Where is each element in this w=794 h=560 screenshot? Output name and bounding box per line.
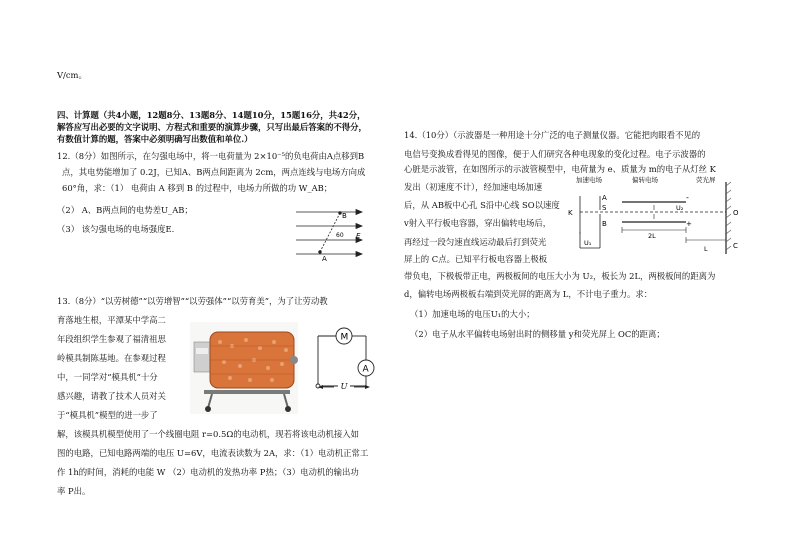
label-u1: U₁ [584,239,592,247]
label-accel-field: 加速电场 [576,176,602,184]
label-o: O [733,209,739,217]
q12-line-1: 12.（8分）如图所示，在匀强电场中，将一电荷量为 2×10⁻⁵的负电荷由A点移到B [57,151,365,161]
label-screen: 荧光屏 [696,176,716,184]
q13-line-4: 岭模具制陈基地。在参观过程 [57,353,166,363]
label-deflection-field: 偏转电场 [632,176,658,184]
q14-line-2: 电信号变换成看得见的图像，便于人们研究各种电现象的变化过程。电子示波器的 [404,149,706,159]
label-l: L [704,245,708,253]
q13-line-11: 率 P出。 [57,486,91,496]
q14-line-12: （2）电子从水平偏转电场射出时的侧移量 y和荧光屏上 OC的距离； [410,329,665,339]
label-plus: + [686,220,692,228]
point-b [339,212,342,215]
unit-fragment: V/cm。 [57,70,87,80]
label-angle: 60 [336,232,344,239]
q13-line-1: 13.（8分）“以劳树德”“以劳增智”“以劳强体”“以劳育美”，为了让劳动教 [57,296,328,306]
field-line-1-arrow [356,210,362,215]
q14-line-5: 后，从 AB板中心孔 S沿中心线 SO以速度 [404,200,560,210]
q14-line-6: v射入平行板电容器，穿出偏转电场后， [404,218,552,228]
label-c: C [733,242,738,250]
label-hole-s: S [602,204,607,212]
q12-line-5: （3） 该匀强电场的电场强度E. [57,224,175,234]
section-heading-line-3: 有数值计算的题，答案中必须明确写出数值和单位.） [57,134,253,144]
label-u2: U₂ [676,204,684,212]
ammeter-label: A [362,364,369,375]
q12-field-diagram [292,204,364,264]
label-plate-b: B [602,220,607,228]
q14-line-11: （1）加速电场的电压U₁的大小； [410,309,535,319]
q12-line-2: 点，其电势能增加了 0.2J，已知A、B两点间距离为 2cm，两点连线与电场方向成 [62,167,366,177]
q14-line-4: 发出（初速度不计），经加速电场加速 [404,182,543,192]
section-heading-line-2: 解答应写出必要的文字说明、方程式和重要的演算步骤，只写出最后答案的不得分， [57,122,367,132]
label-plate-a: A [602,194,607,202]
q13-line-10: 作 1h的时间，消耗的电能 W （2）电动机的发热功率 P热；（3）电动机的输出功 [57,467,359,477]
q12-line-4: （2） A、B两点间的电势差U_AB； [57,205,193,215]
q13-line-7: 于“模具机”模型的进一步了 [57,410,158,420]
q13-line-2: 育落地生根，平潭某中学高二 [57,315,166,325]
field-line-2-arrow [356,224,362,229]
voltage-u-label: U [340,381,348,391]
q14-line-9: 带负电，下极板带正电，两极板间的电压大小为 U₂，板长为 2L，两极板间的距离为 [404,271,716,281]
q12-line-3: 60°角，求：（1） 电荷由 A 移到 B 的过程中，电场力所做的功 W_AB； [62,183,333,193]
q14-line-1: 14.（10分）（示波器是一种用途十分广泛的电子测量仪器。它能把肉眼看不见的 [404,130,701,140]
motor-label: M [340,332,349,343]
q14-line-3: 心脏是示波管，在如图所示的示波管模型中，电荷量为 e、质量为 m的电子从灯丝 K [404,164,716,174]
q13-line-3: 年段组织学生参观了福清祖思 [57,334,166,344]
field-line-4-arrow [356,252,362,257]
q13-line-5: 中，一同学对“模具机”十分 [57,372,158,382]
q14-oscilloscope-diagram [566,174,742,258]
q14-line-7: 再经过一段匀速直线运动最后打到荧光 [404,237,547,247]
q13-line-6: 感兴趣，请教了技术人员对关 [57,391,166,401]
label-k: K [568,209,573,217]
label-minus: - [686,193,689,202]
q14-line-10: d，偏转电场两极板右端到荧光屏的距离为 L，不计电子重力。求： [404,289,653,299]
mould-machine-photo [190,322,298,414]
label-e: E [356,232,361,240]
voltage-u-arrow [318,382,372,392]
q13-line-8: 解，该模具机模型使用了一个线圈电阻 r=0.5Ω的电动机，现若将该电动机接入如 [57,429,359,439]
q13-line-9: 图的电路，已知电路两端的电压 U=6V，电流表读数为 2A，求：（1）电动机正常工 [57,448,369,458]
section-heading-line-1: 四、计算题（共4小题，12题8分、13题8分、14题10分，15题16分，共42分， [57,110,366,120]
label-b: B [342,212,347,220]
q14-line-8: 屏上的 C点。已知平行板电容器上极板 [404,254,548,264]
label-a: A [322,255,327,263]
label-2l: 2L [648,232,656,240]
point-a [319,251,322,254]
